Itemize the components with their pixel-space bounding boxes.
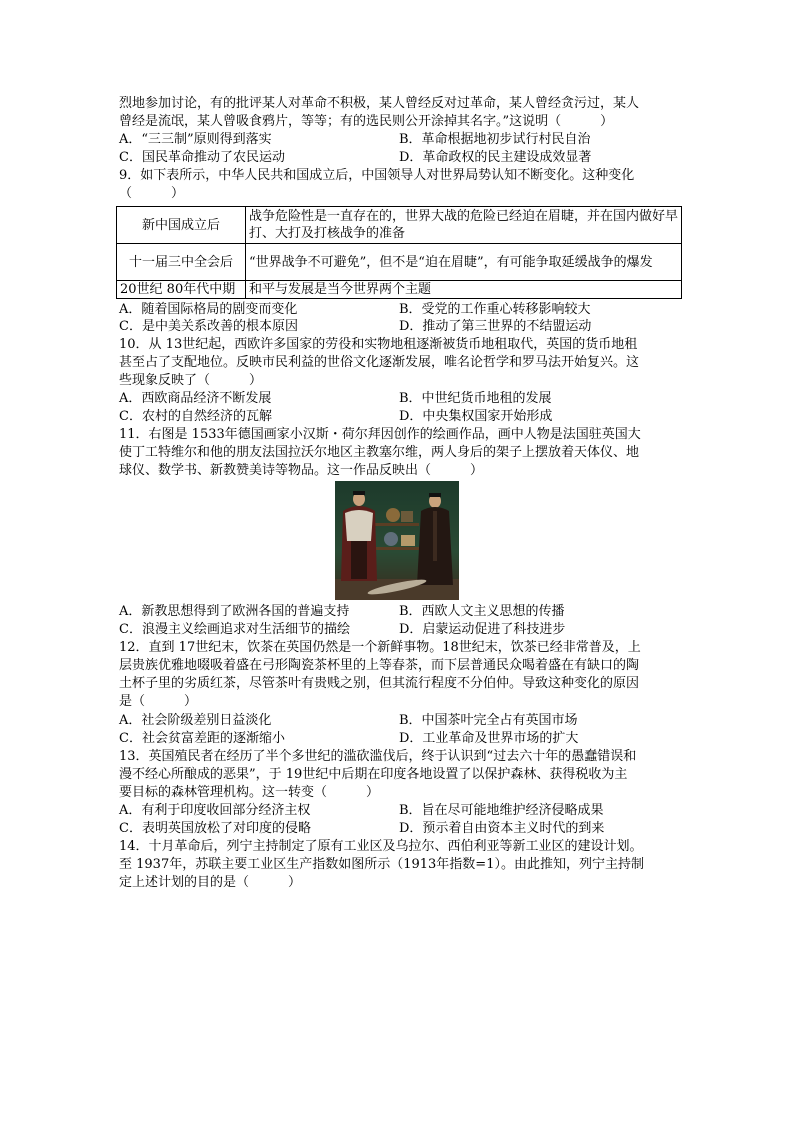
table-cell-period: 20世纪 80年代中期 xyxy=(117,281,246,299)
q10-option-b: B．中世纪货币地租的发展 xyxy=(399,391,552,406)
table-row xyxy=(117,244,682,281)
q9-option-d: D．推动了第三世界的不结盟运动 xyxy=(399,319,592,334)
q13-option-d: D．预示着自由资本主义时代的到来 xyxy=(399,821,605,836)
q13-stem-line: 漫不经心所酿成的恶果”，于 19世纪中后期在印度各地设置了以保护森林、获得税收为主 xyxy=(119,767,628,782)
q13-stem-line: 要目标的森林管理机构。这一转变（ ） xyxy=(119,785,380,800)
table-cell-view: “世界战争不可避免”，但不是“迫在眉睫”，有可能争取延缓战争的爆发 xyxy=(246,244,682,281)
q10-stem-line: 10．从 13世纪起，西欧许多国家的劳役和实物地租逐渐被货币地租取代，英国的货币地租 xyxy=(119,337,638,352)
q10-stem-line: 甚至占了支配地位。反映市民利益的世俗文化逐渐发展，唯名论哲学和罗马法开始复兴。这 xyxy=(119,355,640,370)
table-cell-period: 新中国成立后 xyxy=(117,207,246,244)
q9-option-a: A．随着国际格局的剧变而变化 xyxy=(119,302,298,317)
q11-option-c: C．浪漫主义绘画追求对生活细节的描绘 xyxy=(119,622,350,637)
q14-stem-line: 14．十月革命后，列宁主持制定了原有工业区及乌拉尔、西伯利亚等新工业区的建设计划。 xyxy=(119,839,643,854)
table-row xyxy=(117,207,682,244)
q10-stem-line: 些现象反映了（ ） xyxy=(119,373,263,388)
table-cell-view: 和平与发展是当今世界两个主题 xyxy=(246,281,682,299)
q10-option-c: C．农村的自然经济的瓦解 xyxy=(119,409,272,424)
q11-option-b: B．西欧人文主义思想的传播 xyxy=(399,604,565,619)
q14-stem-line: 定上述计划的目的是（ ） xyxy=(119,875,302,890)
q12-stem-line: 层贵族优雅地啜吸着盛在弓形陶瓷茶杯里的上等春茶，而下层普通民众喝着盛在有缺口的陶 xyxy=(119,658,640,673)
q8-option-d: D．革命政权的民主建设成效显著 xyxy=(399,150,592,165)
q12-option-c: C．社会贫富差距的逐渐缩小 xyxy=(119,731,285,746)
q8-option-a: A．“三三制”原则得到落实 xyxy=(119,132,272,147)
table-row xyxy=(117,281,682,299)
q13-option-b: B．旨在尽可能地维护经济侵略成果 xyxy=(399,803,604,818)
q13-option-a: A．有利于印度收回部分经济主权 xyxy=(119,803,311,818)
q9-table xyxy=(116,206,682,299)
q8-stem-line: 曾经是流氓，某人曾吸食鸦片，等等；有的选民则公开涂掉其名字。”这说明（ ） xyxy=(119,114,614,129)
table-cell-view: 战争危险性是一直存在的，世界大战的危险已经迫在眉睫，并在国内做好早打、大打及打核战争的准备 xyxy=(246,207,682,244)
ambassadors-painting-image xyxy=(335,481,459,600)
q8-stem-line: 烈地参加讨论，有的批评某人对革命不积极，某人曾经反对过革命，某人曾经贪污过，某人 xyxy=(119,96,640,111)
table-cell-period: 十一届三中全会后 xyxy=(117,244,246,281)
q12-stem-line: 12．直到 17世纪末，饮茶在英国仍然是一个新鲜事物。18世纪末，饮茶已经非常普及，上 xyxy=(119,640,641,655)
q13-stem-line: 13．英国殖民者在经历了半个多世纪的滥砍滥伐后，终于认识到“过去六十年的愚蠢错误和 xyxy=(119,749,637,764)
q9-option-c: C．是中美关系改善的根本原因 xyxy=(119,319,298,334)
q11-option-a: A．新教思想得到了欧洲各国的普遍支持 xyxy=(119,604,350,619)
q11-stem-line: 球仪、数学书、新教赞美诗等物品。这一作品反映出（ ） xyxy=(119,463,484,478)
q9-stem-line: （ ） xyxy=(119,186,185,201)
q11-option-d: D．启蒙运动促进了科技进步 xyxy=(399,622,566,637)
q10-option-a: A．西欧商品经济不断发展 xyxy=(119,391,272,406)
q8-option-b: B．革命根据地初步试行村民自治 xyxy=(399,132,591,147)
q13-option-c: C．表明英国放松了对印度的侵略 xyxy=(119,821,311,836)
q9-stem-line: 9．如下表所示，中华人民共和国成立后，中国领导人对世界局势认知不断变化。这种变化 xyxy=(119,168,635,183)
q12-option-b: B．中国茶叶完全占有英国市场 xyxy=(399,713,578,728)
q12-stem-line: 土杯子里的劣质红茶，尽管茶叶有贵贱之别，但其流行程度不分伯仲。导致这种变化的原因 xyxy=(119,676,640,691)
q14-stem-line: 至 1937年，苏联主要工业区生产指数如图所示（1913年指数=1）。由此推知，列宁主持制 xyxy=(119,857,644,872)
q12-option-d: D．工业革命及世界市场的扩大 xyxy=(399,731,579,746)
q11-stem-line: 11．右图是 1533年德国画家小汉斯・荷尔拜因创作的绘画作品，画中人物是法国驻英国大 xyxy=(119,427,641,442)
q12-stem-line: 是（ ） xyxy=(119,694,198,709)
q11-stem-line: 使丁工特维尔和他的朋友法国拉沃尔地区主教塞尔维，两人身后的架子上摆放着天体仪、地 xyxy=(119,445,640,460)
q10-option-d: D．中央集权国家开始形成 xyxy=(399,409,553,424)
q8-option-c: C．国民革命推动了农民运动 xyxy=(119,150,285,165)
q9-option-b: B．受党的工作重心转移影响较大 xyxy=(399,302,591,317)
q12-option-a: A．社会阶级差别日益淡化 xyxy=(119,713,272,728)
